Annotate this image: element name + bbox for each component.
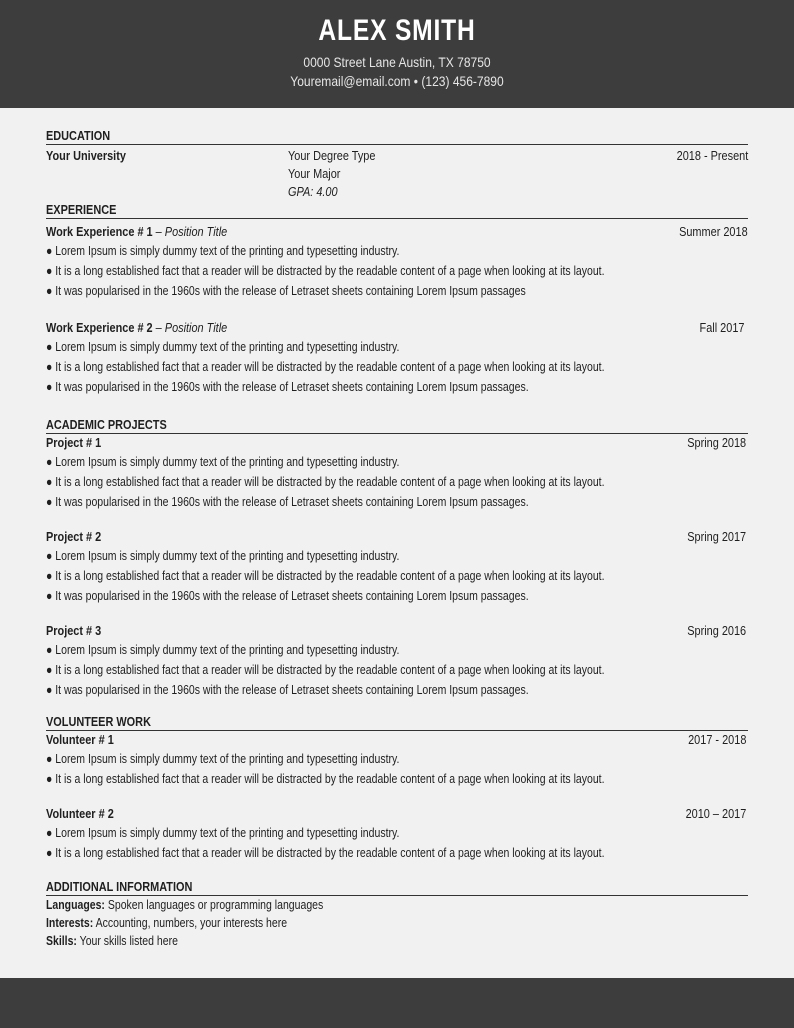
major: Your Major (288, 166, 341, 181)
list-item: ● It was popularised in the 1960s with the release of Letraset sheets containing Lorem Ipsum passages. (46, 683, 529, 697)
list-item: ● It is a long established fact that a reader will be distracted by the readable content of a page when looking at its layout. (46, 569, 605, 583)
list-item: ● Lorem Ipsum is simply dummy text of the printing and typesetting industry. (46, 752, 400, 766)
list-item: ● It is a long established fact that a reader will be distracted by the readable content of a page when looking at its layout. (46, 772, 605, 786)
resume-footer (0, 978, 794, 1028)
resume-body (46, 128, 748, 950)
education-section-title: EDUCATION (46, 128, 748, 145)
list-item: ● Lorem Ipsum is simply dummy text of the printing and typesetting industry. (46, 826, 400, 840)
list-item: ● Lorem Ipsum is simply dummy text of the printing and typesetting industry. (46, 340, 400, 354)
list-item: ● Lorem Ipsum is simply dummy text of the printing and typesetting industry. (46, 549, 400, 563)
gpa: GPA: 4.00 (288, 184, 338, 199)
list-item: ● It is a long established fact that a reader will be distracted by the readable content of a page when looking at its layout. (46, 846, 605, 860)
list-item: ● Lorem Ipsum is simply dummy text of the printing and typesetting industry. (46, 244, 400, 258)
languages-line: Languages: Spoken languages or programming languages (46, 898, 324, 912)
project-date: Spring 2018 (687, 435, 746, 450)
volunteer-entry-header (46, 805, 748, 823)
experience-section-title: EXPERIENCE (46, 202, 748, 219)
list-item: ● Lorem Ipsum is simply dummy text of the printing and typesetting industry. (46, 455, 400, 469)
education-row (46, 147, 748, 165)
interests-line: Interests: Accounting, numbers, your interests here (46, 916, 288, 930)
project-entry-header (46, 528, 748, 546)
experience-name: Work Experience # 1 (46, 224, 153, 239)
list-item: ● It was popularised in the 1960s with the release of Letraset sheets containing Lorem Ipsum passages (46, 284, 526, 298)
position-title: Position Title (164, 320, 228, 335)
volunteer-name: Volunteer # 1 (46, 732, 114, 747)
volunteer-name: Volunteer # 2 (46, 806, 114, 821)
additional-section-title: ADDITIONAL INFORMATION (46, 879, 748, 896)
project-date: Spring 2017 (687, 529, 746, 544)
project-date: Spring 2016 (687, 623, 746, 638)
list-item: ● It was popularised in the 1960s with the release of Letraset sheets containing Lorem Ipsum passages. (46, 380, 529, 394)
project-name: Project # 3 (46, 623, 102, 638)
list-item: ● It is a long established fact that a reader will be distracted by the readable content of a page when looking at its layout. (46, 475, 605, 489)
project-entry-header (46, 622, 748, 640)
position-title: Position Title (164, 224, 228, 239)
list-item: ● It was popularised in the 1960s with the release of Letraset sheets containing Lorem Ipsum passages. (46, 589, 529, 603)
experience-entry-header: Work Experience # 1 – Position Title Summer 2018 (46, 224, 748, 239)
address-line: 0000 Street Lane Austin, TX 78750 (303, 54, 491, 70)
experience-date: Summer 2018 (679, 224, 748, 239)
projects-section-title: ACADEMIC PROJECTS (46, 417, 748, 434)
list-item: ● It is a long established fact that a reader will be distracted by the readable content of a page when looking at its layout. (46, 264, 605, 278)
contact-line: Youremail@email.com • (123) 456-7890 (290, 73, 504, 89)
volunteer-entry-header (46, 731, 748, 749)
project-name: Project # 2 (46, 529, 102, 544)
experience-name: Work Experience # 2 (46, 320, 153, 335)
list-item: ● Lorem Ipsum is simply dummy text of the printing and typesetting industry. (46, 643, 400, 657)
list-item: ● It is a long established fact that a reader will be distracted by the readable content of a page when looking at its layout. (46, 663, 605, 677)
experience-entry-header: Work Experience # 2 – Position Title Fall 2017 (46, 320, 744, 335)
list-item: ● It is a long established fact that a reader will be distracted by the readable content of a page when looking at its layout. (46, 360, 605, 374)
project-entry-header (46, 434, 748, 452)
university-name: Your University (46, 148, 126, 163)
volunteer-section-title: VOLUNTEER WORK (46, 714, 748, 731)
volunteer-date: 2017 - 2018 (687, 732, 746, 747)
candidate-name: ALEX SMITH (318, 14, 476, 47)
education-dates: 2018 - Present (676, 148, 748, 163)
experience-date: Fall 2017 (699, 320, 744, 335)
degree-type: Your Degree Type (288, 148, 376, 163)
list-item: ● It was popularised in the 1960s with the release of Letraset sheets containing Lorem Ipsum passages. (46, 495, 529, 509)
project-name: Project # 1 (46, 435, 102, 450)
resume-header (0, 0, 794, 108)
volunteer-date: 2010 – 2017 (685, 806, 746, 821)
skills-line: Skills: Your skills listed here (46, 934, 178, 948)
